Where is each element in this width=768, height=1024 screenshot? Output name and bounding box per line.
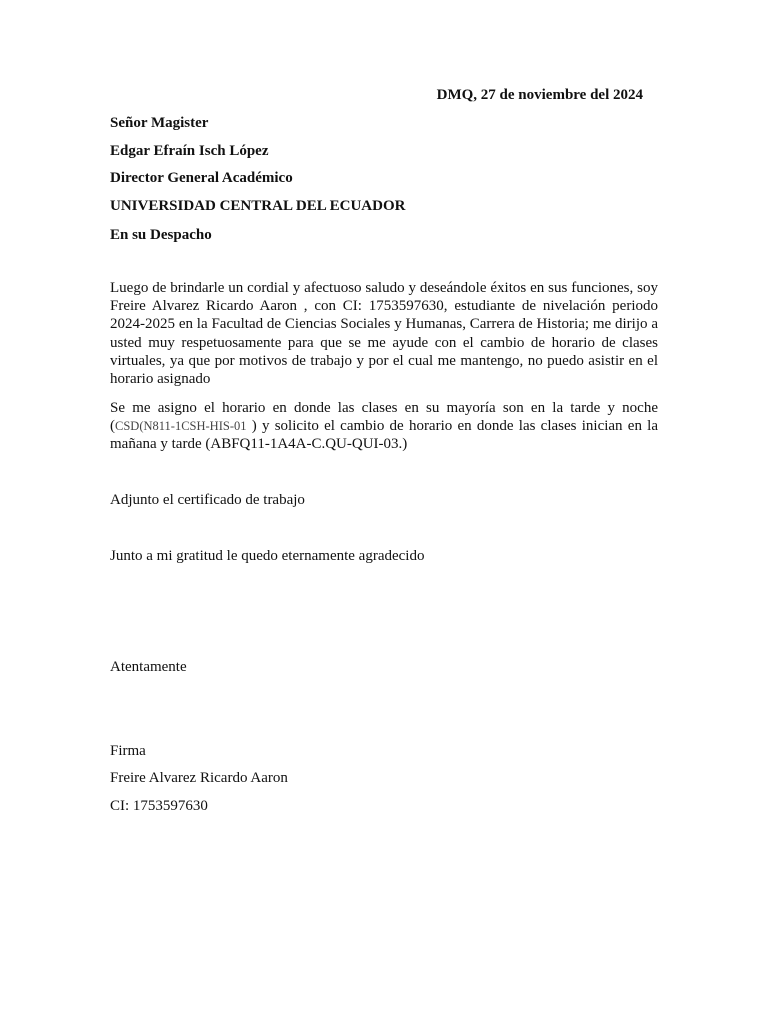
recipient-institution: UNIVERSIDAD CENTRAL DEL ECUADOR	[110, 198, 406, 214]
paragraph-2-text-end: ) y solicito el cambio de horario en donde las clases inician en la mañana y tarde (ABFQ11-1A4A-C.QU-QUI-03.)	[110, 418, 658, 453]
body-paragraph-1: Luego de brindarle un cordial y afectuoso saludo y deseándole éxitos en sus funciones, soy Freire Alvarez Ricardo Aaron , con CI: 1753597630, estudiante de nivelación periodo 2024-2025 en la Facultad de Ciencias Sociales y Humanas, Carrera de Historia; me dirijo a usted muy respetuosamente para que se me ayude con el cambio de horario de clases virtuales, ya que por motivos de trabajo y por el cual me mantengo, no puedo asistir en el horario asignado	[110, 280, 658, 388]
gratitude-line: Junto a mi gratitud le quedo eternamente agradecido	[110, 548, 425, 564]
schedule-code: CSD(N811-1CSH-HIS-01	[115, 419, 247, 434]
body-paragraph-2	[110, 399, 658, 454]
attachment-note: Adjunto el certificado de trabajo	[110, 492, 305, 508]
signer-name: Freire Alvarez Ricardo Aaron	[110, 770, 288, 786]
recipient-title: Señor Magister	[110, 115, 209, 131]
farewell: Atentamente	[110, 659, 187, 675]
letter-date: DMQ, 27 de noviembre del 2024	[436, 87, 643, 103]
signer-id: CI: 1753597630	[110, 798, 208, 814]
recipient-position: Director General Académico	[110, 170, 293, 186]
recipient-name: Edgar Efraín Isch López	[110, 143, 269, 159]
recipient-despacho: En su Despacho	[110, 227, 212, 243]
signature-label: Firma	[110, 743, 146, 759]
paragraph-2-text-start: Se me asigno el horario en donde las clases en su mayoría son en la tarde y noche (	[110, 400, 658, 435]
